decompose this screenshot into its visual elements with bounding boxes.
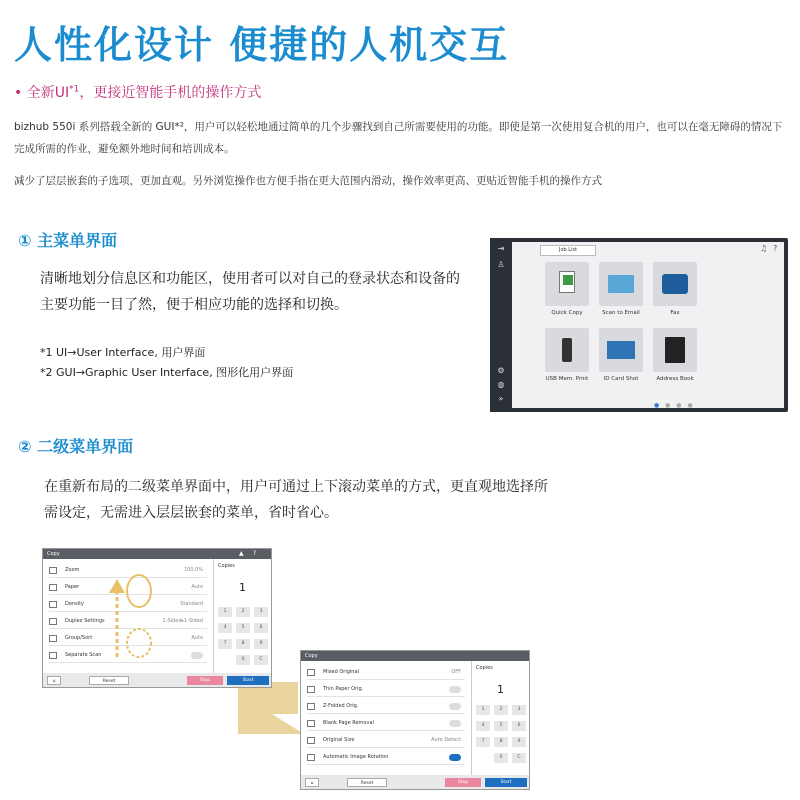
bell-icon[interactable]: ▲ bbox=[239, 550, 244, 557]
keypad-key[interactable]: C bbox=[254, 655, 268, 665]
section2-title: ② 二级菜单界面 bbox=[18, 437, 134, 456]
toggle[interactable] bbox=[191, 652, 203, 659]
main-screen bbox=[512, 242, 784, 408]
user-icon[interactable]: ♙ bbox=[497, 260, 505, 269]
intro-paragraph: bizhub 550i 系列搭载全新的 GUI*²，用户可以轻松地通过简单的几个步骤找到自己所需要使用的功能。即使是第一次使用复合机的用户，也可以在毫无障碍的情况下完成所需的作业，避免额外地时间和培训成本。 bbox=[14, 121, 783, 155]
section1-title: ① 主菜单界面 bbox=[18, 231, 118, 250]
copies-count: 1 bbox=[239, 581, 246, 594]
keypad-key[interactable]: 9 bbox=[254, 639, 268, 649]
setting-row[interactable]: Mixed Original OFF bbox=[307, 665, 465, 680]
intro-paragraph-2: 减少了层层嵌套的子选项，更加直观。另外浏览操作也方便手指在更大范围内滑动，操作效率更高、更贴近智能手机的操作方式 bbox=[14, 175, 602, 187]
reset-button[interactable]: Reset bbox=[347, 778, 387, 787]
page-indicator[interactable]: ● ● ● ● bbox=[654, 402, 695, 409]
keypad-key[interactable]: 2 bbox=[494, 705, 508, 715]
copy-bar: Copy bbox=[301, 651, 529, 661]
setting-row[interactable]: Z-Folded Orig. bbox=[307, 699, 465, 714]
keypad-key[interactable]: 7 bbox=[476, 737, 490, 747]
subtitle: • 全新UI$^{*1}$，更接近智能手机的操作方式 bbox=[14, 84, 262, 101]
book-icon bbox=[665, 337, 685, 363]
keypad-key[interactable]: 7 bbox=[218, 639, 232, 649]
usb-icon bbox=[562, 338, 572, 362]
keypad-key[interactable]: 3 bbox=[254, 607, 268, 617]
id-card-icon bbox=[607, 341, 635, 359]
stop-button[interactable]: Stop bbox=[187, 676, 223, 685]
usb-print-tile[interactable] bbox=[545, 328, 589, 372]
main-menu-screenshot bbox=[490, 238, 788, 412]
scan-to-email-tile[interactable] bbox=[599, 262, 643, 306]
setting-row[interactable]: Zoom 100.0% bbox=[49, 563, 207, 578]
address-book-tile[interactable] bbox=[653, 328, 697, 372]
fax-icon bbox=[662, 274, 688, 294]
job-list-tab[interactable]: Job List bbox=[540, 245, 596, 256]
copies-panel: Copies 1 bbox=[471, 661, 529, 777]
tile-label: Quick Copy bbox=[551, 310, 583, 316]
setting-row[interactable]: Original Size Auto Detect bbox=[307, 733, 465, 748]
keypad-key[interactable]: 8 bbox=[494, 737, 508, 747]
copy-bar: Copy bbox=[43, 549, 271, 559]
keypad-key[interactable]: 9 bbox=[512, 737, 526, 747]
setting-row[interactable]: Group/Sort Auto bbox=[49, 631, 207, 646]
quick-copy-tile[interactable] bbox=[545, 262, 589, 306]
tile-label: USB Mem. Print bbox=[545, 376, 589, 382]
copies-count: 1 bbox=[497, 683, 504, 696]
setting-row[interactable]: Density Standard bbox=[49, 597, 207, 612]
keypad-key[interactable]: 2 bbox=[236, 607, 250, 617]
tile-label: ID Card Shot bbox=[603, 376, 639, 382]
toggle[interactable] bbox=[449, 703, 461, 710]
settings-icon[interactable]: ⚙ bbox=[497, 366, 505, 375]
side-panel bbox=[490, 238, 512, 412]
expand-icon[interactable]: » bbox=[498, 394, 504, 403]
copy-screen-1 bbox=[42, 548, 272, 688]
setting-row[interactable]: Blank Page Removal bbox=[307, 716, 465, 731]
envelope-icon bbox=[608, 275, 634, 293]
help-icon[interactable]: ? bbox=[253, 550, 257, 557]
tile-label: Address Book bbox=[656, 376, 694, 382]
bell-icon[interactable]: ♫ bbox=[760, 244, 768, 253]
keypad-key[interactable]: 0 bbox=[236, 655, 250, 665]
copy-screen-2 bbox=[300, 650, 530, 790]
home-icon[interactable]: ⌂ bbox=[305, 778, 319, 787]
keypad-key[interactable]: 6 bbox=[512, 721, 526, 731]
keypad-key[interactable]: C bbox=[512, 753, 526, 763]
setting-row[interactable]: Automatic Image Rotation bbox=[307, 750, 465, 765]
section1-body: 清晰地划分信息区和功能区，使用者可以对自己的登录状态和设备的主要功能一目了然，便于相应功能的选择和切换。 bbox=[40, 271, 460, 313]
globe-icon[interactable]: ◍ bbox=[497, 380, 505, 389]
section2-body: 在重新布局的二级菜单界面中，用户可通过上下滚动菜单的方式，更直观地选择所需设定，无需进入层层嵌套的菜单，省时省心。 bbox=[44, 479, 548, 521]
fax-tile[interactable] bbox=[653, 262, 697, 306]
tile-label: Scan to Email bbox=[602, 310, 640, 316]
footer-bar bbox=[43, 673, 271, 687]
copies-panel: Copies 1 bbox=[213, 559, 271, 675]
keypad-key[interactable]: 6 bbox=[254, 623, 268, 633]
setting-row[interactable]: Duplex Settings 1-Sided▸1-Sided bbox=[49, 614, 207, 629]
toggle[interactable] bbox=[449, 720, 461, 727]
help-icon[interactable]: ? bbox=[773, 244, 778, 253]
footnote-1: *1 UI→User Interface, 用户界面 bbox=[40, 346, 206, 359]
toggle[interactable] bbox=[449, 754, 461, 761]
keypad-key[interactable]: 4 bbox=[218, 623, 232, 633]
keypad-key[interactable]: 5 bbox=[494, 721, 508, 731]
tile-label: Fax bbox=[670, 310, 680, 316]
toggle[interactable] bbox=[449, 686, 461, 693]
keypad-key[interactable]: 1 bbox=[218, 607, 232, 617]
keypad-key[interactable]: 5 bbox=[236, 623, 250, 633]
swipe-gesture-icon bbox=[103, 571, 163, 661]
keypad-key[interactable]: 8 bbox=[236, 639, 250, 649]
id-card-tile[interactable] bbox=[599, 328, 643, 372]
keypad-key[interactable]: 4 bbox=[476, 721, 490, 731]
setting-row[interactable]: Separate Scan bbox=[49, 648, 207, 663]
keypad-key[interactable]: 0 bbox=[494, 753, 508, 763]
home-icon[interactable]: ⌂ bbox=[47, 676, 61, 685]
page-title: 人性化设计 便捷的人机交互 bbox=[14, 23, 510, 67]
setting-row[interactable]: Thin Paper Orig. bbox=[307, 682, 465, 697]
start-button[interactable]: Start bbox=[227, 676, 269, 685]
footer-bar bbox=[301, 775, 529, 789]
reset-button[interactable]: Reset bbox=[89, 676, 129, 685]
start-button[interactable]: Start bbox=[485, 778, 527, 787]
keypad-key[interactable]: 1 bbox=[476, 705, 490, 715]
keypad-key[interactable]: 3 bbox=[512, 705, 526, 715]
stop-button[interactable]: Stop bbox=[445, 778, 481, 787]
setting-row[interactable]: Paper Auto bbox=[49, 580, 207, 595]
image-icon bbox=[563, 275, 573, 285]
footnote-2: *2 GUI→Graphic User Interface, 图形化用户界面 bbox=[40, 366, 294, 379]
login-icon[interactable]: ⇥ bbox=[497, 244, 505, 253]
